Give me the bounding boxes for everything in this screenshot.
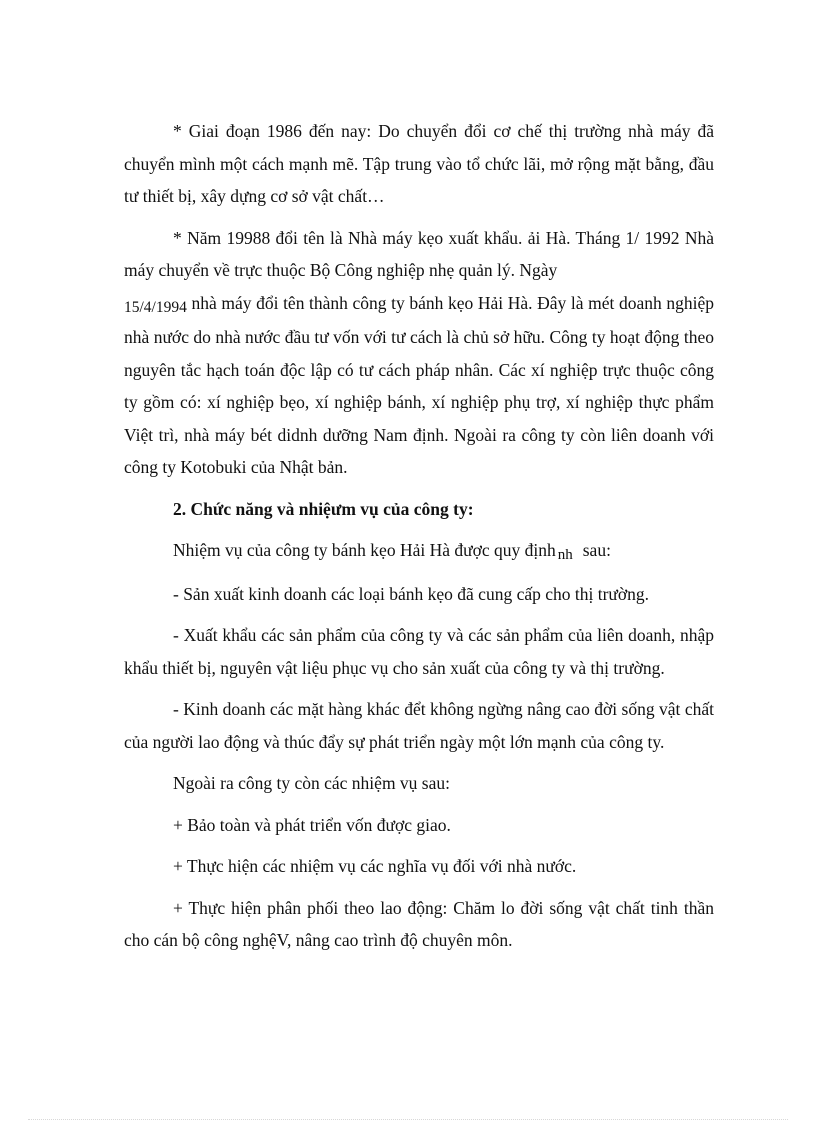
other-duty-capital: + Bảo toàn và phát triển vốn được giao. [173,814,451,835]
history-date: 15/4/1994 [124,298,187,316]
paragraph-company-history [124,222,714,484]
duties-intro-text: Nhiệm vụ của công ty bánh kẹo Hải Hà được quy định [173,540,556,560]
duty-item-other-business: - Kinh doanh các mặt hàng khác đểt không ngừng nâng cao đời sống vật chất của người lao động và thúc đẩy sự phát triển ngày một lớn mạnh của công ty. [124,699,714,752]
section-heading: 2. Chức năng và nhiệưm vụ của công ty: [173,498,474,519]
duty-item-export: - Xuất khẩu các sản phẩm của công ty và các sản phẩm của liên doanh, nhập khẩu thiết bị, nguyên vật liệu phục vụ cho sản xuất của công ty và thị trường. [124,625,714,678]
duties-intro-sub: nh [557,547,573,563]
duty-item-production: - Sản xuất kinh doanh các loại bánh kẹo đã cung cấp cho thị trường. [173,583,650,604]
page-bottom-divider [28,1119,788,1120]
paragraph-other-duties: Ngoài ra công ty còn các nhiệm vụ sau: [173,773,450,793]
duties-intro-end: sau: [582,540,611,560]
history-text-part2: nhà máy đổi tên thành công ty bánh kẹo Hải Hà. Đây là mét doanh nghiệp nhà nước do nhà nước đầu tư vốn với tư cách là chủ sở hữu. Công ty hoạt động theo nguyên tắc hạch toán độc lập có tư cách pháp nhân. Các xí nghiệp trực thuộc công ty gồm có: xí nghiệp bẹo, xí nghiệp bánh, xí nghiệp phụ trợ, xí nghiệp thực phẩm Việt trì, nhà máy bét didnh dưỡng Nam định. Ngoài ra công ty còn liên doanh với công ty Kotobuki của Nhật bản. [124,292,714,477]
document-page [124,115,714,957]
paragraph-period-1986: * Giai đoạn 1986 đến nay: Do chuyển đổi cơ chế thị trường nhà máy đã chuyển mình một cách mạnh mẽ. Tập trung vào tổ chức lãi, mở rộng mặt bằng, đầu tư thiết bị, xây dựng cơ sở vật chất… [124,121,714,206]
paragraph-duties-intro [124,534,714,569]
other-duty-distribution: + Thực hiện phân phối theo lao động: Chăm lo đời sống vật chất tinh thần cho cán bộ công nghệV, nâng cao trình độ chuyên môn. [124,897,714,950]
other-duty-obligations: + Thực hiện các nhiệm vụ các nghĩa vụ đối với nhà nước. [173,856,577,876]
history-text-part1: * Năm 19988 đổi tên là Nhà máy kẹo xuất khẩu. ải Hà. Tháng 1/ 1992 Nhà máy chuyển về trực thuộc Bộ Công nghiệp nhẹ quản lý. Ngày [124,227,714,280]
